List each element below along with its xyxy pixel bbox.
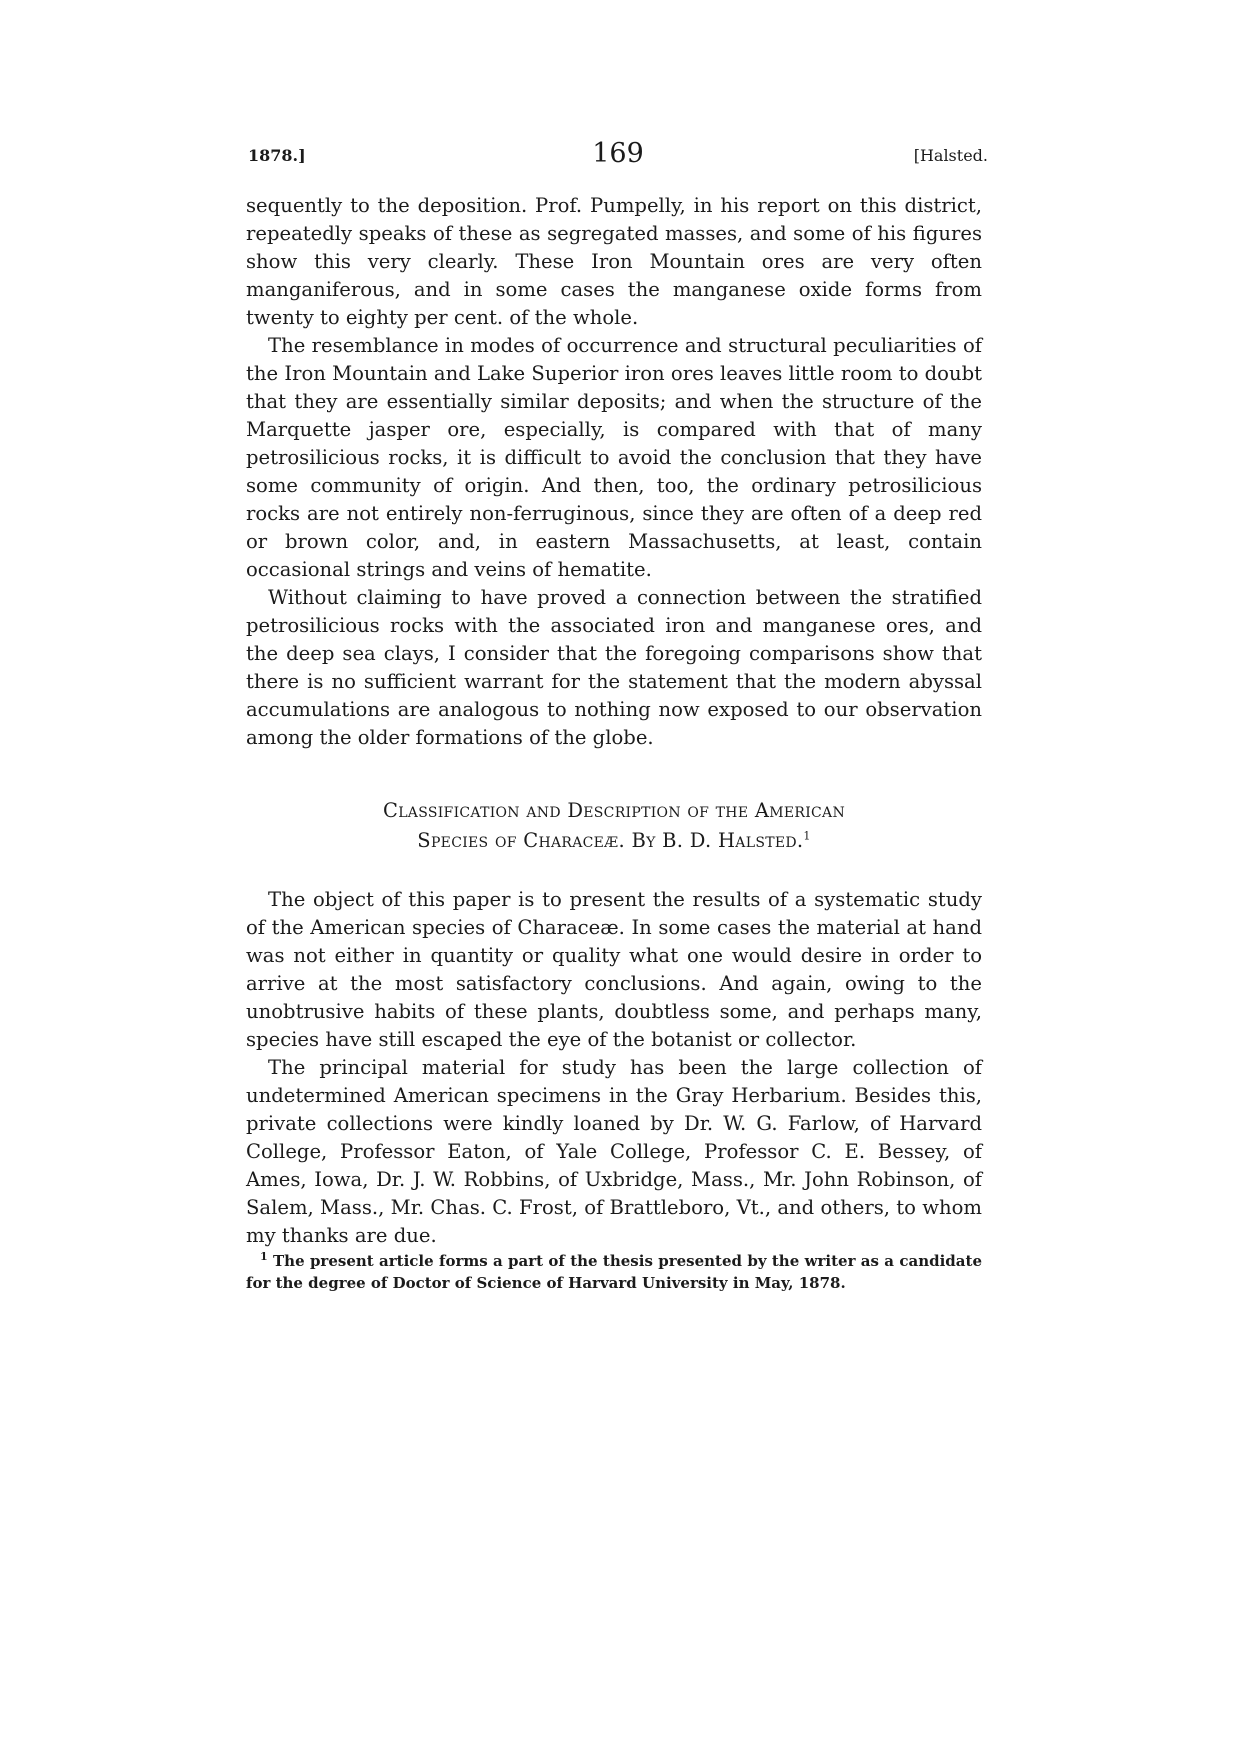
continuation-paragraph: sequently to the deposition. Prof. Pumpelly, in his report on this district, repeatedly speaks of these as segregated masses, and some of his figures show this very clearly. These Iron Mountain ores are very often manganiferous, and in some cases the manganese oxide forms from twenty to eighty per cent. of the whole. — [246, 194, 982, 329]
page-number: 169 — [592, 138, 644, 169]
footnote-marker: 1 — [260, 1250, 268, 1263]
article-heading-line-2: Species of Characeæ. By B. D. Halsted. — [417, 829, 804, 852]
body-text — [246, 192, 982, 1294]
article-heading — [246, 796, 982, 856]
running-head-year: 1878.] — [248, 146, 306, 165]
running-head-author: [Halsted. — [913, 146, 988, 165]
paragraph-material: The principal material for study has been the large collection of undetermined American specimens in the Gray Herbarium. Besides this, private collections were kindly loaned by Dr. W. G. Farlow, of Harvard College, Professor Eaton, of Yale College, Professor C. E. Bessey, of Ames, Iowa, Dr. J. W. Robbins, of Uxbridge, Mass., Mr. John Robinson, of Salem, Mass., Mr. Chas. C. Frost, of Brattleboro, Vt., and others, to whom my thanks are due. — [246, 1056, 982, 1247]
paragraph-object: The object of this paper is to present the results of a systematic study of the American species of Characeæ. In some cases the material at hand was not either in quantity or quality what one would desire in order to arrive at the most satisfactory conclusions. And again, owing to the unobtrusive habits of these plants, doubtless some, and perhaps many, species have still escaped the eye of the botanist or collector. — [246, 888, 982, 1051]
article-heading-line-2-wrap — [246, 826, 982, 856]
running-head — [248, 138, 988, 178]
footnote-text: The present article forms a part of the thesis presented by the writer as a candidate for the degree of Doctor of Science of Harvard University in May, 1878. — [246, 1252, 982, 1292]
footnote — [246, 1250, 982, 1294]
paragraph-resemblance: The resemblance in modes of occurrence and structural peculiarities of the Iron Mountain and Lake Superior iron ores leaves little room to doubt that they are essentially similar deposits; and when the structure of the Marquette jasper ore, especially, is compared with that of many petrosilicious rocks, it is difficult to avoid the conclusion that they have some community of origin. And then, too, the ordinary petrosilicious rocks are not entirely non-ferruginous, since they are often of a deep red or brown color, and, in eastern Massachusetts, at least, contain occasional strings and veins of hematite. — [246, 334, 982, 581]
article-body — [246, 886, 982, 1250]
heading-footnote-marker: 1 — [803, 829, 811, 843]
paragraph-conclusion: Without claiming to have proved a connection between the stratified petrosilicious rocks with the associated iron and manganese ores, and the deep sea clays, I consider that the foregoing comparisons show that there is no sufficient warrant for the statement that the modern abyssal accumulations are analogous to nothing now exposed to our observation among the older formations of the globe. — [246, 586, 982, 749]
article-heading-line-1: Classification and Description of the American — [382, 799, 846, 822]
